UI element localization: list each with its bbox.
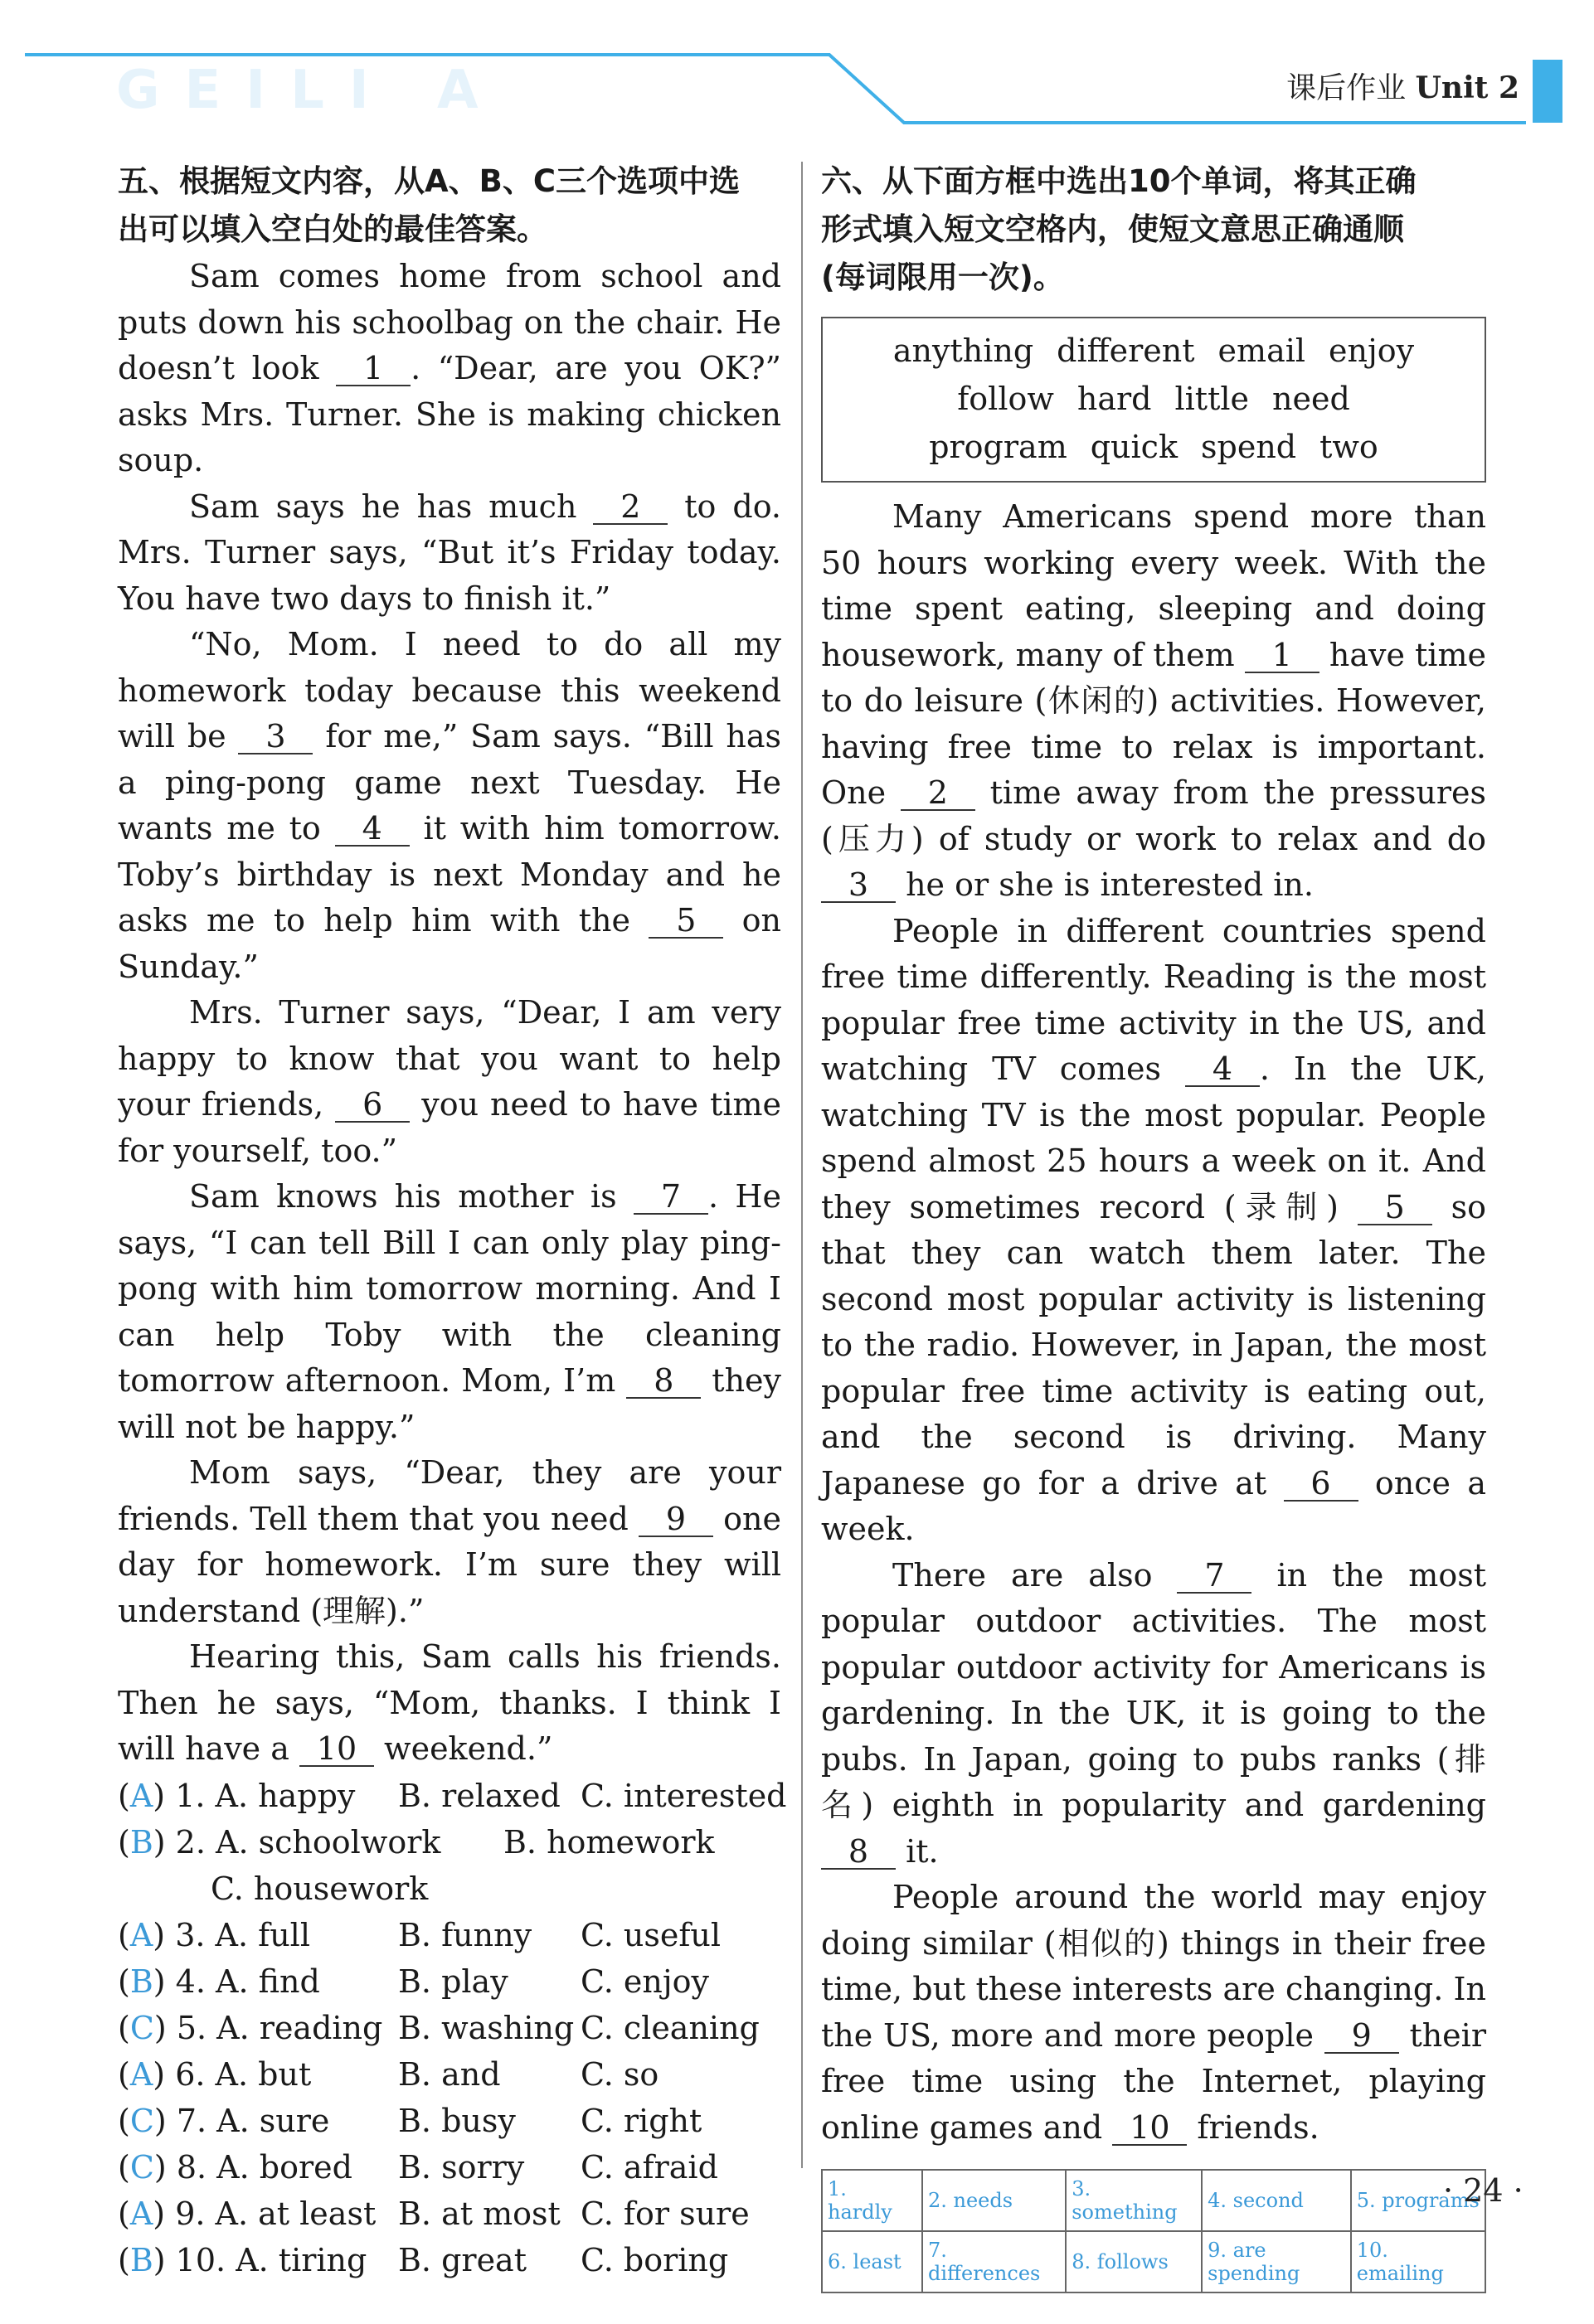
passage-text: There are also bbox=[892, 1556, 1178, 1594]
passage-text: time away from the pressures (压力) of study or work to relax and do bbox=[821, 774, 1486, 857]
page-header bbox=[0, 0, 1594, 133]
answer-mark: A bbox=[129, 2195, 153, 2232]
passage-text: it with him tomorrow. Toby’s birthday is next Monday and he asks me to help him with the bbox=[118, 810, 781, 939]
question-number: 10. bbox=[175, 2241, 226, 2278]
question-stem: (A) 3. A. full bbox=[118, 1916, 310, 1953]
word-line bbox=[823, 375, 1485, 423]
blank-7: 7 bbox=[1177, 1559, 1251, 1594]
answer-cell: 6. least bbox=[822, 2231, 922, 2292]
word-line bbox=[823, 327, 1485, 375]
blank-5: 5 bbox=[1358, 1191, 1432, 1225]
option-a: A. full bbox=[215, 1916, 310, 1953]
passage-paragraph bbox=[118, 622, 781, 990]
option-c: C. right bbox=[581, 2102, 702, 2139]
answer-cell: 9. are spending bbox=[1202, 2231, 1351, 2292]
watermark-text: GEILI A bbox=[116, 60, 503, 121]
passage-paragraph bbox=[821, 494, 1486, 909]
answer-mark: B bbox=[129, 1963, 153, 2000]
passage-paragraph bbox=[118, 1450, 781, 1634]
passage-paragraph bbox=[821, 1553, 1486, 1875]
word-option: anything bbox=[892, 332, 1034, 369]
question-stem: (B) 4. A. find bbox=[118, 1963, 320, 2000]
option-b: B. sorry bbox=[398, 2148, 525, 2186]
option-c: C. housework bbox=[211, 1870, 429, 1907]
option-c: C. boring bbox=[581, 2241, 729, 2278]
option-c: C. afraid bbox=[581, 2148, 718, 2186]
blank-10: 10 bbox=[1112, 2111, 1187, 2146]
option-c: C. interested bbox=[581, 1777, 787, 1814]
passage-text: in the most popular outdoor activities. The most popular outdoor activity for Americans is gardening. In the UK, it is going to the pubs. In Japan, going to pubs ranks (排名) eighth in popularity and gardening bbox=[821, 1556, 1486, 1823]
section-5 bbox=[118, 158, 787, 2283]
question-row bbox=[118, 1773, 787, 1819]
header-title-cn: 课后作业 bbox=[1286, 71, 1407, 105]
passage-text: have time to do leisure (休闲的) activities. However, having free time to relax is important. One bbox=[821, 636, 1486, 811]
passage-text: they will not be happy.” bbox=[118, 1362, 782, 1445]
question-number: 1. bbox=[175, 1777, 206, 1814]
option-b: B. great bbox=[398, 2241, 527, 2278]
answer-cell: 4. second bbox=[1202, 2170, 1351, 2231]
answer-mark: B bbox=[129, 1823, 153, 1861]
word-option: quick bbox=[1090, 429, 1178, 465]
answer-cell: 1. hardly bbox=[822, 2170, 922, 2231]
answer-mark: A bbox=[129, 2055, 153, 2093]
blank-3: 3 bbox=[821, 868, 896, 903]
passage-paragraph bbox=[118, 990, 781, 1174]
passage-text: once a week. bbox=[821, 1464, 1487, 1547]
question-stem: (A) 1. A. happy bbox=[118, 1777, 356, 1814]
option-b: B. busy bbox=[398, 2102, 516, 2139]
question-number: 8. bbox=[176, 2148, 207, 2186]
passage-text: . In the UK, watching TV is the most popular. People spend almost 25 hours a week on it. And they sometimes record (录制) bbox=[821, 1050, 1486, 1225]
passage-text: Many Americans spend more than 50 hours working every week. With the time spent eating, sleeping and doing housework, many of them bbox=[821, 498, 1486, 673]
answer-cell: 10. emailing bbox=[1351, 2231, 1485, 2292]
question-row bbox=[118, 2005, 781, 2051]
section-6 bbox=[821, 158, 1486, 2293]
question-number: 9. bbox=[175, 2195, 206, 2232]
blank-4: 4 bbox=[1185, 1052, 1260, 1087]
option-b: B. relaxed bbox=[398, 1777, 561, 1814]
passage-text: Mom says, “Dear, they are your friends. Tell them that you need bbox=[118, 1454, 781, 1537]
passage-text: Sam says he has much bbox=[189, 488, 594, 525]
passage-paragraph bbox=[118, 484, 781, 623]
column-divider bbox=[801, 162, 803, 2168]
passage-text: . He says, “I can tell Bill I can only play ping-pong with him tomorrow morning. And I can help Toby with the cleaning tomorrow afternoon. Mom, I’m bbox=[118, 1178, 781, 1399]
passage-text: he or she is interested in. bbox=[896, 866, 1314, 903]
passage-text: one day for homework. I’m sure they will understand (理解).” bbox=[118, 1500, 781, 1629]
option-c: C. enjoy bbox=[581, 1963, 709, 2000]
section-5-questions bbox=[118, 1773, 787, 2283]
blank-9: 9 bbox=[639, 1502, 713, 1537]
blank-1: 1 bbox=[1245, 638, 1319, 673]
passage-text: Sam knows his mother is bbox=[189, 1178, 634, 1215]
word-option: hard bbox=[1076, 381, 1152, 417]
option-a: A. reading bbox=[216, 2009, 383, 2046]
question-stem: (B) 10. A. tiring bbox=[118, 2241, 367, 2278]
option-b: B. and bbox=[398, 2055, 501, 2093]
question-row bbox=[118, 2237, 781, 2283]
option-b: B. washing bbox=[398, 2009, 575, 2046]
answer-cell: 2. needs bbox=[922, 2170, 1066, 2231]
passage-text: so that they can watch them later. The second most popular activity is listening to the radio. However, in Japan, the most popular free time activity is eating out, and the second is driving. Many Japanese go for a drive at bbox=[821, 1188, 1486, 1502]
blank-3: 3 bbox=[238, 720, 313, 754]
word-box bbox=[821, 317, 1486, 483]
option-a: A. find bbox=[216, 1963, 320, 2000]
blank-9: 9 bbox=[1324, 2019, 1399, 2054]
passage-text: their free time using the Internet, playing online games and bbox=[821, 2016, 1486, 2146]
answer-mark: C bbox=[129, 2009, 154, 2046]
passage-text: weekend.” bbox=[373, 1730, 553, 1767]
question-number: 6. bbox=[175, 2055, 206, 2093]
question-stem: (B) 2. A. schoolwork bbox=[118, 1823, 441, 1861]
blank-6: 6 bbox=[1284, 1467, 1358, 1502]
section-6-title-line3: (每词限用一次)。 bbox=[821, 260, 1064, 295]
blank-1: 1 bbox=[336, 352, 411, 386]
question-row bbox=[118, 2051, 781, 2098]
section-5-passage bbox=[118, 254, 781, 1773]
question-stem: (C) 8. A. bored bbox=[118, 2148, 352, 2186]
section-6-title-line1: 六、从下面方框中选出10个单词，将其正确 bbox=[821, 163, 1417, 199]
option-a: A. schoolwork bbox=[216, 1823, 441, 1861]
answer-mark: C bbox=[129, 2148, 154, 2186]
option-c: C. for sure bbox=[581, 2195, 750, 2232]
question-number: 2. bbox=[175, 1823, 206, 1861]
page-number: · 24 · bbox=[1443, 2172, 1524, 2209]
passage-paragraph bbox=[118, 1634, 781, 1773]
answer-table bbox=[821, 2169, 1486, 2293]
question-number: 5. bbox=[176, 2009, 207, 2046]
header-unit: Unit 2 bbox=[1415, 70, 1519, 105]
option-c: C. useful bbox=[581, 1916, 722, 1953]
answer-row bbox=[822, 2170, 1485, 2231]
option-a: A. happy bbox=[215, 1777, 356, 1814]
blank-2: 2 bbox=[593, 490, 668, 525]
passage-paragraph bbox=[821, 1875, 1486, 2151]
question-row bbox=[118, 1912, 781, 1958]
answer-row bbox=[822, 2231, 1485, 2292]
option-c: C. cleaning bbox=[581, 2009, 760, 2046]
passage-text: “No, Mom. I need to do all my homework today because this weekend will be bbox=[118, 626, 781, 754]
passage-text: friends. bbox=[1187, 2108, 1319, 2146]
answer-mark: A bbox=[129, 1916, 153, 1953]
section-6-title-line2: 形式填入短文空格内，使短文意思正确通顺 bbox=[821, 211, 1404, 247]
word-option: enjoy bbox=[1329, 332, 1415, 369]
blank-2: 2 bbox=[901, 776, 975, 811]
answer-mark: A bbox=[129, 1777, 153, 1814]
passage-text: Mrs. Turner says, “Dear, I am very happy to know that you want to help your friends, bbox=[118, 994, 781, 1123]
word-option: email bbox=[1217, 332, 1306, 369]
passage-text: People around the world may enjoy doing similar (相似的) things in their free time, but these interests are changing. In the US, more and more people bbox=[821, 1879, 1486, 2054]
question-number: 7. bbox=[176, 2102, 207, 2139]
word-option: follow bbox=[957, 381, 1054, 417]
blank-6: 6 bbox=[335, 1088, 410, 1123]
blank-4: 4 bbox=[335, 812, 410, 847]
answer-cell: 5. programs bbox=[1351, 2170, 1485, 2231]
word-line bbox=[823, 423, 1485, 471]
passage-text: Sam comes home from school and puts down his schoolbag on the chair. He doesn’t look bbox=[118, 258, 781, 386]
answer-cell: 3. something bbox=[1066, 2170, 1202, 2231]
passage-paragraph bbox=[118, 1174, 781, 1450]
question-number: 4. bbox=[175, 1963, 206, 2000]
passage-text: for me,” Sam says. “Bill has a ping-pong game next Tuesday. He wants me to bbox=[118, 718, 781, 847]
answer-mark: C bbox=[129, 2102, 154, 2139]
option-b: B. at most bbox=[398, 2195, 561, 2232]
passage-text: to do. Mrs. Turner says, “But it’s Friday today. You have two days to finish it.” bbox=[118, 488, 781, 617]
answer-cell: 7. differences bbox=[922, 2231, 1066, 2292]
option-a: A. tiring bbox=[236, 2241, 367, 2278]
question-row bbox=[118, 2191, 781, 2237]
word-option: little bbox=[1174, 381, 1249, 417]
section-5-title-line1: 五、根据短文内容，从A、B、C三个选项中选 bbox=[118, 163, 740, 199]
passage-text: . “Dear, are you OK?” asks Mrs. Turner. She is making chicken soup. bbox=[118, 350, 781, 478]
question-row bbox=[118, 1819, 781, 1866]
header-title bbox=[1286, 65, 1519, 107]
passage-text: you need to have time for yourself, too.” bbox=[118, 1086, 781, 1169]
blank-10: 10 bbox=[299, 1732, 374, 1767]
blank-8: 8 bbox=[821, 1835, 896, 1870]
question-stem: (A) 9. A. at least bbox=[118, 2195, 377, 2232]
word-option: need bbox=[1272, 381, 1350, 417]
question-row-cont bbox=[118, 1866, 781, 1912]
option-b: B. funny bbox=[398, 1916, 532, 1953]
blank-8: 8 bbox=[626, 1364, 701, 1399]
question-number: 3. bbox=[175, 1916, 206, 1953]
passage-text: Hearing this, Sam calls his friends. Then he says, “Mom, thanks. I think I will have a bbox=[118, 1638, 781, 1767]
option-a: A. bored bbox=[216, 2148, 352, 2186]
section-5-title-line2: 出可以填入空白处的最佳答案。 bbox=[118, 211, 547, 247]
passage-paragraph bbox=[821, 909, 1486, 1553]
passage-paragraph bbox=[118, 254, 781, 484]
option-c: C. so bbox=[581, 2055, 659, 2093]
answer-mark: B bbox=[129, 2241, 153, 2278]
passage-text: on Sunday.” bbox=[118, 902, 781, 985]
word-option: different bbox=[1057, 332, 1195, 369]
question-stem: (A) 6. A. but bbox=[118, 2055, 312, 2093]
answer-cell: 8. follows bbox=[1066, 2231, 1202, 2292]
question-row bbox=[118, 1958, 781, 2005]
option-b: B. homework bbox=[503, 1823, 715, 1861]
section-6-passage bbox=[821, 494, 1486, 2151]
question-stem: (C) 5. A. reading bbox=[118, 2009, 383, 2046]
passage-text: People in different countries spend free time differently. Reading is the most popular free time activity in the US, and watching TV comes bbox=[821, 912, 1486, 1087]
blank-5: 5 bbox=[649, 904, 723, 939]
option-a: A. sure bbox=[216, 2102, 330, 2139]
word-option: program bbox=[929, 429, 1067, 465]
option-a: A. but bbox=[215, 2055, 312, 2093]
question-stem: (C) 7. A. sure bbox=[118, 2102, 330, 2139]
blank-7: 7 bbox=[634, 1180, 708, 1215]
question-row bbox=[118, 2098, 781, 2144]
option-a: A. at least bbox=[215, 2195, 377, 2232]
passage-text: it. bbox=[896, 1832, 939, 1870]
option-b: B. play bbox=[398, 1963, 508, 2000]
word-option: spend bbox=[1201, 429, 1297, 465]
question-row bbox=[118, 2144, 781, 2191]
word-option: two bbox=[1319, 429, 1378, 465]
